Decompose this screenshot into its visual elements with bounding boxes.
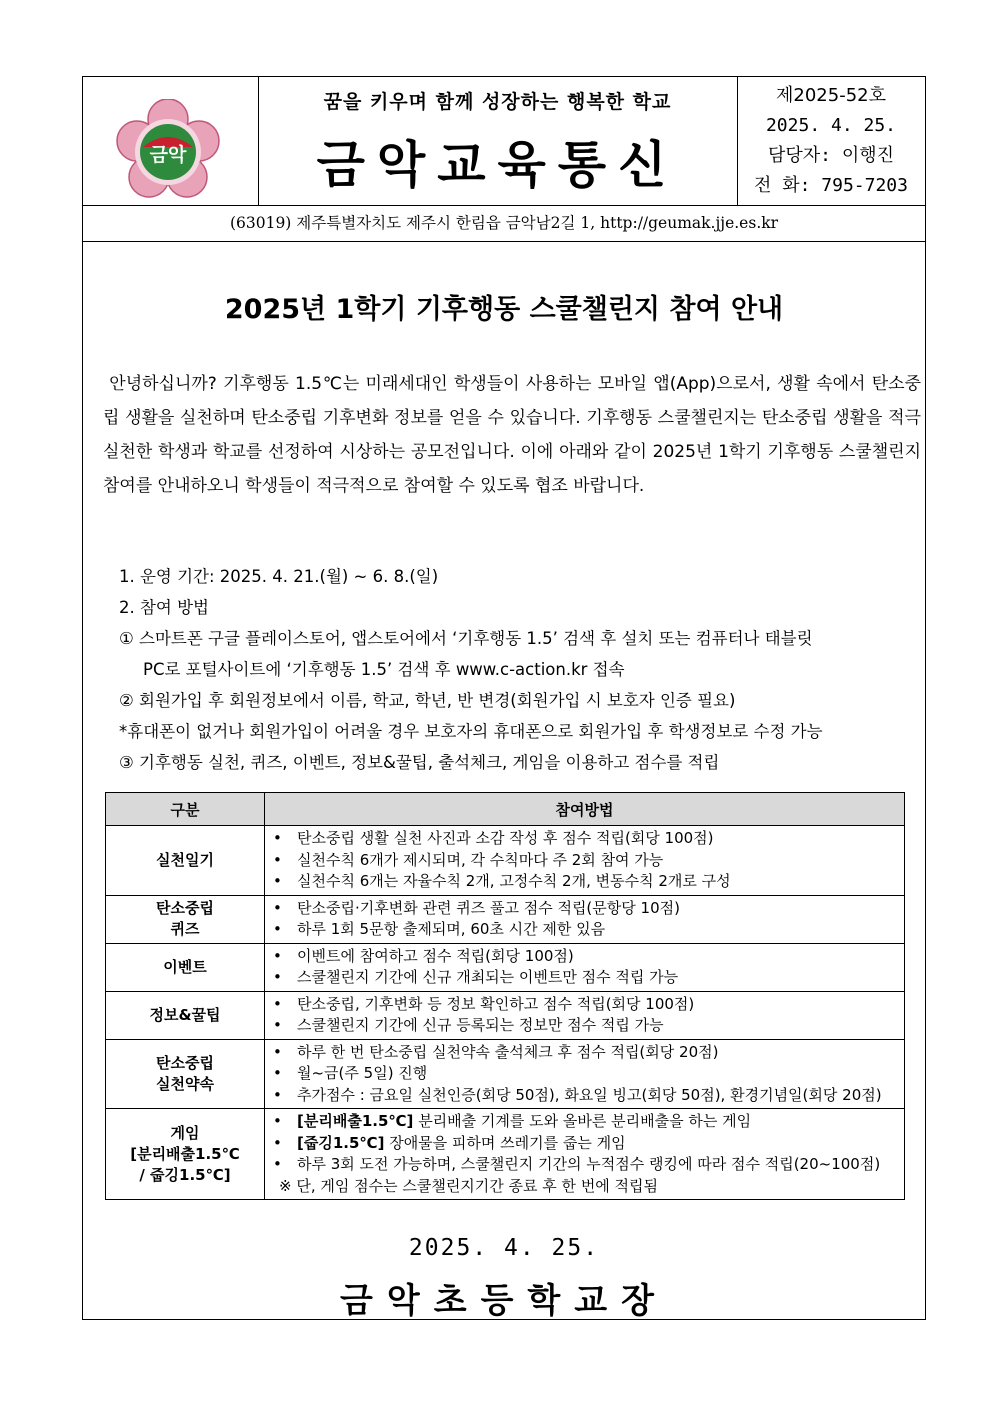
table-row	[106, 1109, 905, 1200]
table-header-category: 구분	[106, 793, 265, 826]
detail-bullet	[273, 1111, 898, 1133]
detail-bullet: • 탄소중립, 기후변화 등 정보 확인하고 점수 적립(회당 100점)	[273, 994, 898, 1016]
detail-bullet: • 이벤트에 참여하고 점수 적립(회당 100점)	[273, 946, 898, 968]
detail-bullet: • 하루 3회 도전 가능하며, 스쿨챌린지 기간의 누적점수 랭킹에 따라 점수 적립(20~100점)	[273, 1154, 898, 1176]
detail-bullet: • 실천수칙 6개가 제시되며, 각 수칙마다 주 2회 참여 가능	[273, 850, 898, 872]
category-text: [분리배출1.5℃	[130, 1144, 240, 1163]
contact-person: 담당자: 이행진	[767, 145, 894, 166]
issue-info-cell	[737, 77, 925, 205]
category-text: 탄소중립	[156, 899, 214, 917]
row-category	[106, 1109, 265, 1200]
step-3: ③ 기후행동 실천, 퀴즈, 이벤트, 정보&꿀팁, 출석체크, 게임을 이용하고 점수를 적립	[119, 753, 720, 772]
detail-bullet: • 스쿨챌린지 기간에 신규 등록되는 정보만 점수 적립 가능	[273, 1015, 898, 1037]
row-category	[106, 991, 265, 1039]
intro-paragraph	[103, 367, 921, 503]
game-score-note: ※ 단, 게임 점수는 스쿨챌린지기간 종료 후 한 번에 적립됨	[279, 1176, 659, 1195]
detail-bullet: • 월~금(주 5일) 진행	[273, 1063, 898, 1085]
school-slogan: 꿈을 키우며 함께 성장하는 행복한 학교	[323, 91, 672, 113]
issue-number: 제2025-52호	[776, 85, 886, 106]
contact-phone: 전 화: 795-7203	[754, 175, 908, 196]
row-category	[106, 943, 265, 991]
newsletter-name: 금악교육통신	[316, 136, 679, 194]
row-details	[265, 1039, 905, 1109]
participation-method-table	[105, 792, 905, 1200]
issue-date: 2025. 4. 25.	[765, 115, 897, 136]
table-row	[106, 1039, 905, 1109]
step-1-line-1: ① 스마트폰 구글 플레이스토어, 앱스토어에서 ‘기후행동 1.5’ 검색 후 설치 또는 컴퓨터나 태블릿	[119, 629, 813, 648]
detail-bullet: • 스쿨챌린지 기간에 신규 개최되는 이벤트만 점수 적립 가능	[273, 967, 898, 989]
detail-bullet	[273, 1133, 898, 1155]
logo-text: 금악	[149, 144, 187, 166]
game-description: 분리배출 기계를 도와 올바른 분리배출을 하는 게임	[413, 1112, 752, 1130]
row-category	[106, 826, 265, 896]
category-text: 실천약속	[156, 1074, 214, 1093]
category-text: 이벤트	[163, 957, 207, 976]
row-details	[265, 826, 905, 896]
row-category	[106, 895, 265, 943]
newsletter-header	[83, 77, 925, 206]
step-2-note: *휴대폰이 없거나 회원가입이 어려울 경우 보호자의 휴대폰으로 회원가입 후 학생정보로 수정 가능	[119, 722, 823, 741]
detail-bullet: • 하루 한 번 탄소중립 실천약속 출석체크 후 점수 적립(회당 20점)	[273, 1042, 898, 1064]
school-logo-icon	[115, 99, 221, 205]
school-address: (63019) 제주특별자치도 제주시 한림읍 금악남2길 1, http://geumak.jje.es.kr	[83, 205, 925, 242]
step-1-line-2: PC로 포털사이트에 ‘기후행동 1.5’ 검색 후 www.c-action.kr 접속	[143, 660, 625, 679]
detail-bullet: • 추가점수 : 금요일 실천인증(회당 50점), 화요일 빙고(회당 50점), 환경기념일(회당 20점)	[273, 1085, 898, 1107]
table-row	[106, 943, 905, 991]
category-text: 퀴즈	[170, 920, 200, 938]
operation-period: 1. 운영 기간: 2025. 4. 21.(월) ~ 6. 8.(일)	[119, 567, 439, 586]
logo-cell	[83, 77, 259, 205]
category-text: 정보&꿀팁	[149, 1005, 221, 1024]
table-row	[106, 895, 905, 943]
document-title: 2025년 1학기 기후행동 스쿨챌린지 참여 안내	[224, 294, 784, 325]
detail-bullet: • 탄소중립·기후변화 관련 퀴즈 풀고 점수 적립(문항당 10점)	[273, 898, 898, 920]
intro-text: 안녕하십니까? 기후행동 1.5℃는 미래세대인 학생들이 사용하는 모바일 앱(App)으로서, 생활 속에서 탄소중립 생활을 실천하며 탄소중립 기후변화 정보를 얻을 수 있습니다. 기후행동 스쿨챌린지는 탄소중립 생활을 적극 실천한 학생과 학교를 선정하여 시상하는 공모전입니다. 이에 아래와 같이 2025년 1학기 기후행동 스쿨챌린지 참여를 안내하오니 학생들이 적극적으로 참여할 수 있도록 협조 바랍니다.	[103, 374, 922, 496]
detail-bullet: • 탄소중립 생활 실천 사진과 소감 작성 후 점수 적립(회당 100점)	[273, 828, 898, 850]
row-details	[265, 895, 905, 943]
detail-bullet: • 하루 1회 5문항 출제되며, 60초 시간 제한 있음	[273, 919, 898, 941]
table-row	[106, 991, 905, 1039]
table-header-method: 참여방법	[265, 793, 905, 826]
row-category	[106, 1039, 265, 1109]
category-text: 실천일기	[156, 850, 214, 869]
detail-bullet: • 실천수칙 6개는 자율수칙 2개, 고정수칙 2개, 변동수칙 2개로 구성	[273, 871, 898, 893]
game-name: [분리배출1.5℃]	[297, 1112, 414, 1130]
category-text: / 줍깅1.5℃]	[139, 1165, 231, 1184]
row-details	[265, 943, 905, 991]
footer-school-principal: 금악초등학교장	[340, 1281, 668, 1321]
category-text: 게임	[170, 1123, 200, 1142]
title-cell	[258, 77, 738, 205]
row-details	[265, 1109, 905, 1200]
step-2: ② 회원가입 후 회원정보에서 이름, 학교, 학년, 반 변경(회원가입 시 보호자 인증 필요)	[119, 691, 736, 710]
category-text: 탄소중립	[156, 1053, 214, 1072]
footer-date: 2025. 4. 25.	[408, 1235, 600, 1261]
instruction-list	[105, 561, 925, 778]
table-row	[106, 826, 905, 896]
newsletter-frame	[82, 76, 926, 1320]
game-description: 장애물을 피하며 쓰레기를 줍는 게임	[384, 1133, 626, 1152]
game-name: [줍깅1.5℃]	[297, 1133, 385, 1152]
method-heading: 2. 참여 방법	[119, 598, 209, 617]
row-details	[265, 991, 905, 1039]
table-header-row	[106, 793, 905, 826]
